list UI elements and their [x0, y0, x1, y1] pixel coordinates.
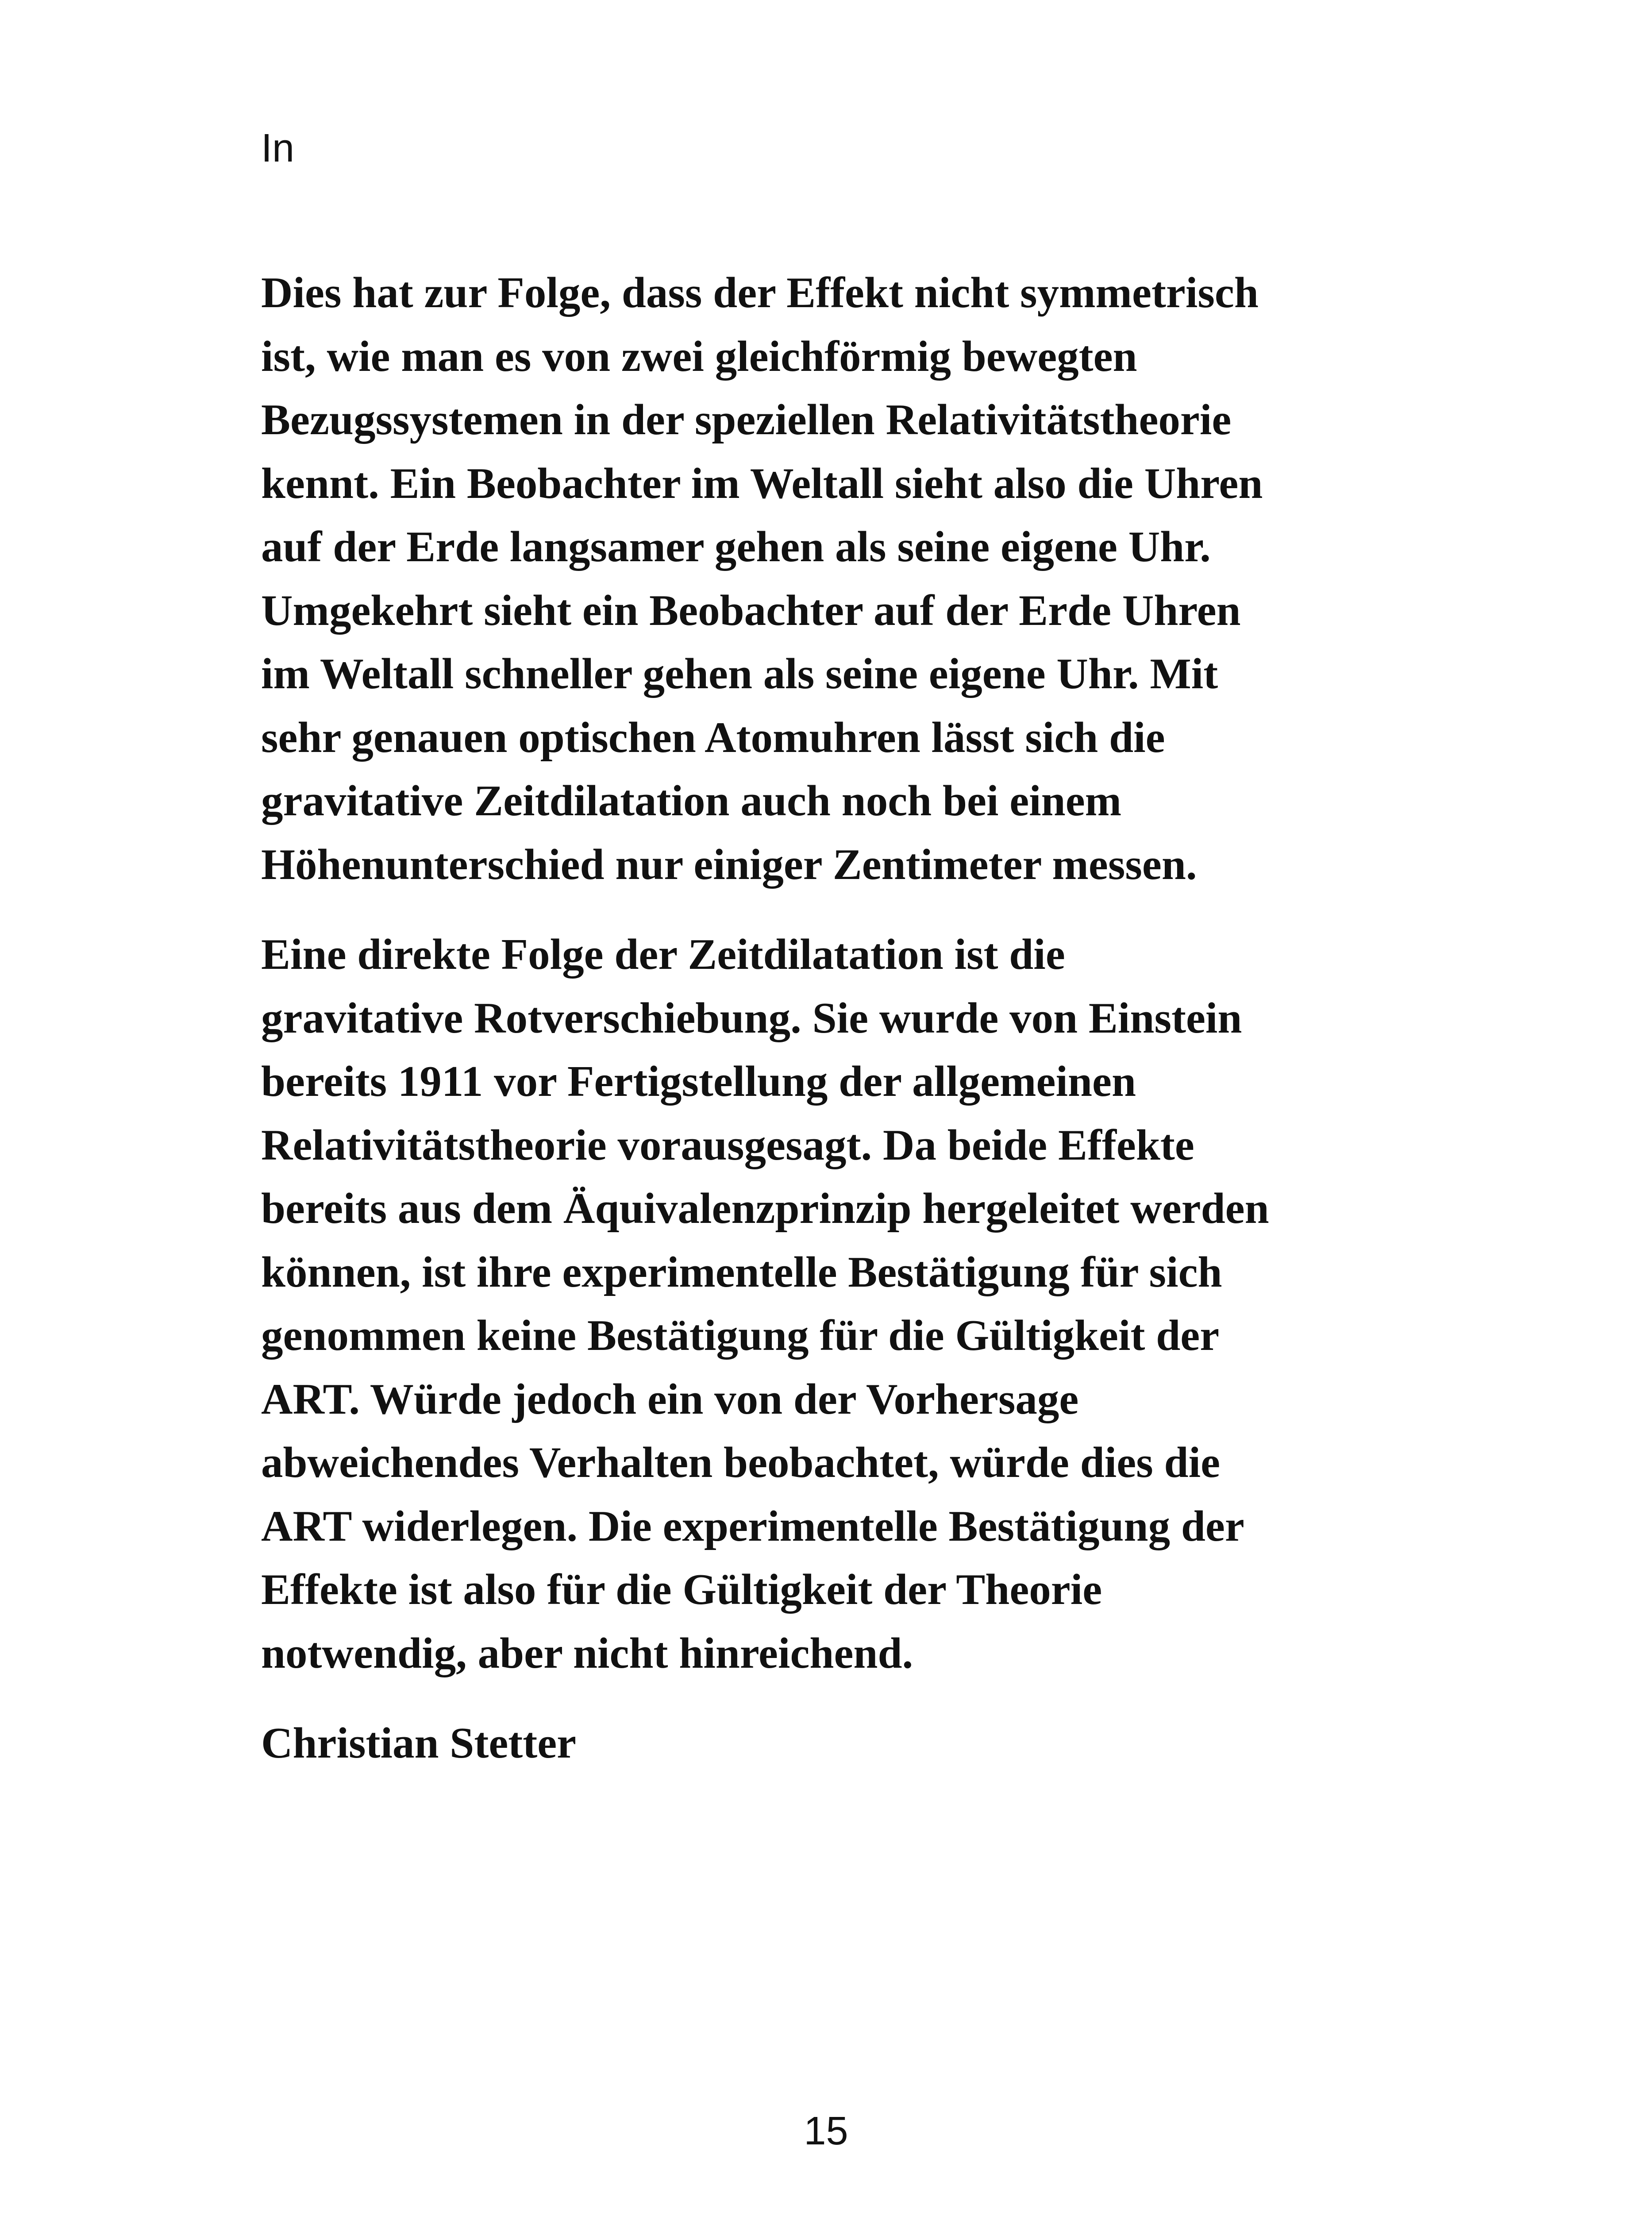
text-line: Bezugssystemen in der speziellen Relativitätstheorie [261, 396, 1232, 444]
paragraph-time-dilation [261, 261, 1429, 896]
text-line: ART. Würde jedoch ein von der Vorhersage [261, 1375, 1079, 1423]
body-text [261, 261, 1429, 1775]
text-line: gravitative Zeitdilatation auch noch bei einem [261, 777, 1122, 825]
text-line: ART widerlegen. Die experimentelle Bestätigung der [261, 1502, 1244, 1550]
text-line: notwendig, aber nicht hinreichend. [261, 1629, 913, 1677]
text-line: Umgekehrt sieht ein Beobachter auf der Erde Uhren [261, 586, 1241, 635]
text-line: genommen keine Bestätigung für die Gültigkeit der [261, 1311, 1220, 1360]
text-line: Relativitätstheorie vorausgesagt. Da beide Effekte [261, 1121, 1194, 1169]
text-line: Effekte ist also für die Gültigkeit der Theorie [261, 1565, 1102, 1614]
page-number: 15 [804, 2109, 848, 2153]
text-line: ist, wie man es von zwei gleichförmig bewegten [261, 332, 1137, 381]
paragraph-redshift [261, 923, 1429, 1685]
running-head: In [261, 126, 295, 170]
text-line: Höhenunterschied nur einiger Zentimeter messen. [261, 840, 1197, 889]
text-line: kennt. Ein Beobachter im Weltall sieht also die Uhren [261, 459, 1263, 508]
author-name: Christian Stetter [261, 1719, 577, 1767]
text-line: abweichendes Verhalten beobachtet, würde dies die [261, 1438, 1221, 1487]
text-line: Dies hat zur Folge, dass der Effekt nicht symmetrisch [261, 269, 1259, 317]
text-line: im Weltall schneller gehen als seine eigene Uhr. Mit [261, 650, 1218, 698]
text-line: bereits 1911 vor Fertigstellung der allgemeinen [261, 1057, 1136, 1106]
text-line: gravitative Rotverschiebung. Sie wurde von Einstein [261, 994, 1242, 1042]
text-line: sehr genauen optischen Atomuhren lässt sich die [261, 713, 1165, 762]
text-line: bereits aus dem Äquivalenzprinzip hergeleitet werden [261, 1184, 1269, 1233]
author-signature [261, 1712, 1429, 1775]
text-line: können, ist ihre experimentelle Bestätigung für sich [261, 1248, 1222, 1296]
text-line: auf der Erde langsamer gehen als seine eigene Uhr. [261, 523, 1211, 571]
text-line: Eine direkte Folge der Zeitdilatation ist die [261, 930, 1065, 979]
